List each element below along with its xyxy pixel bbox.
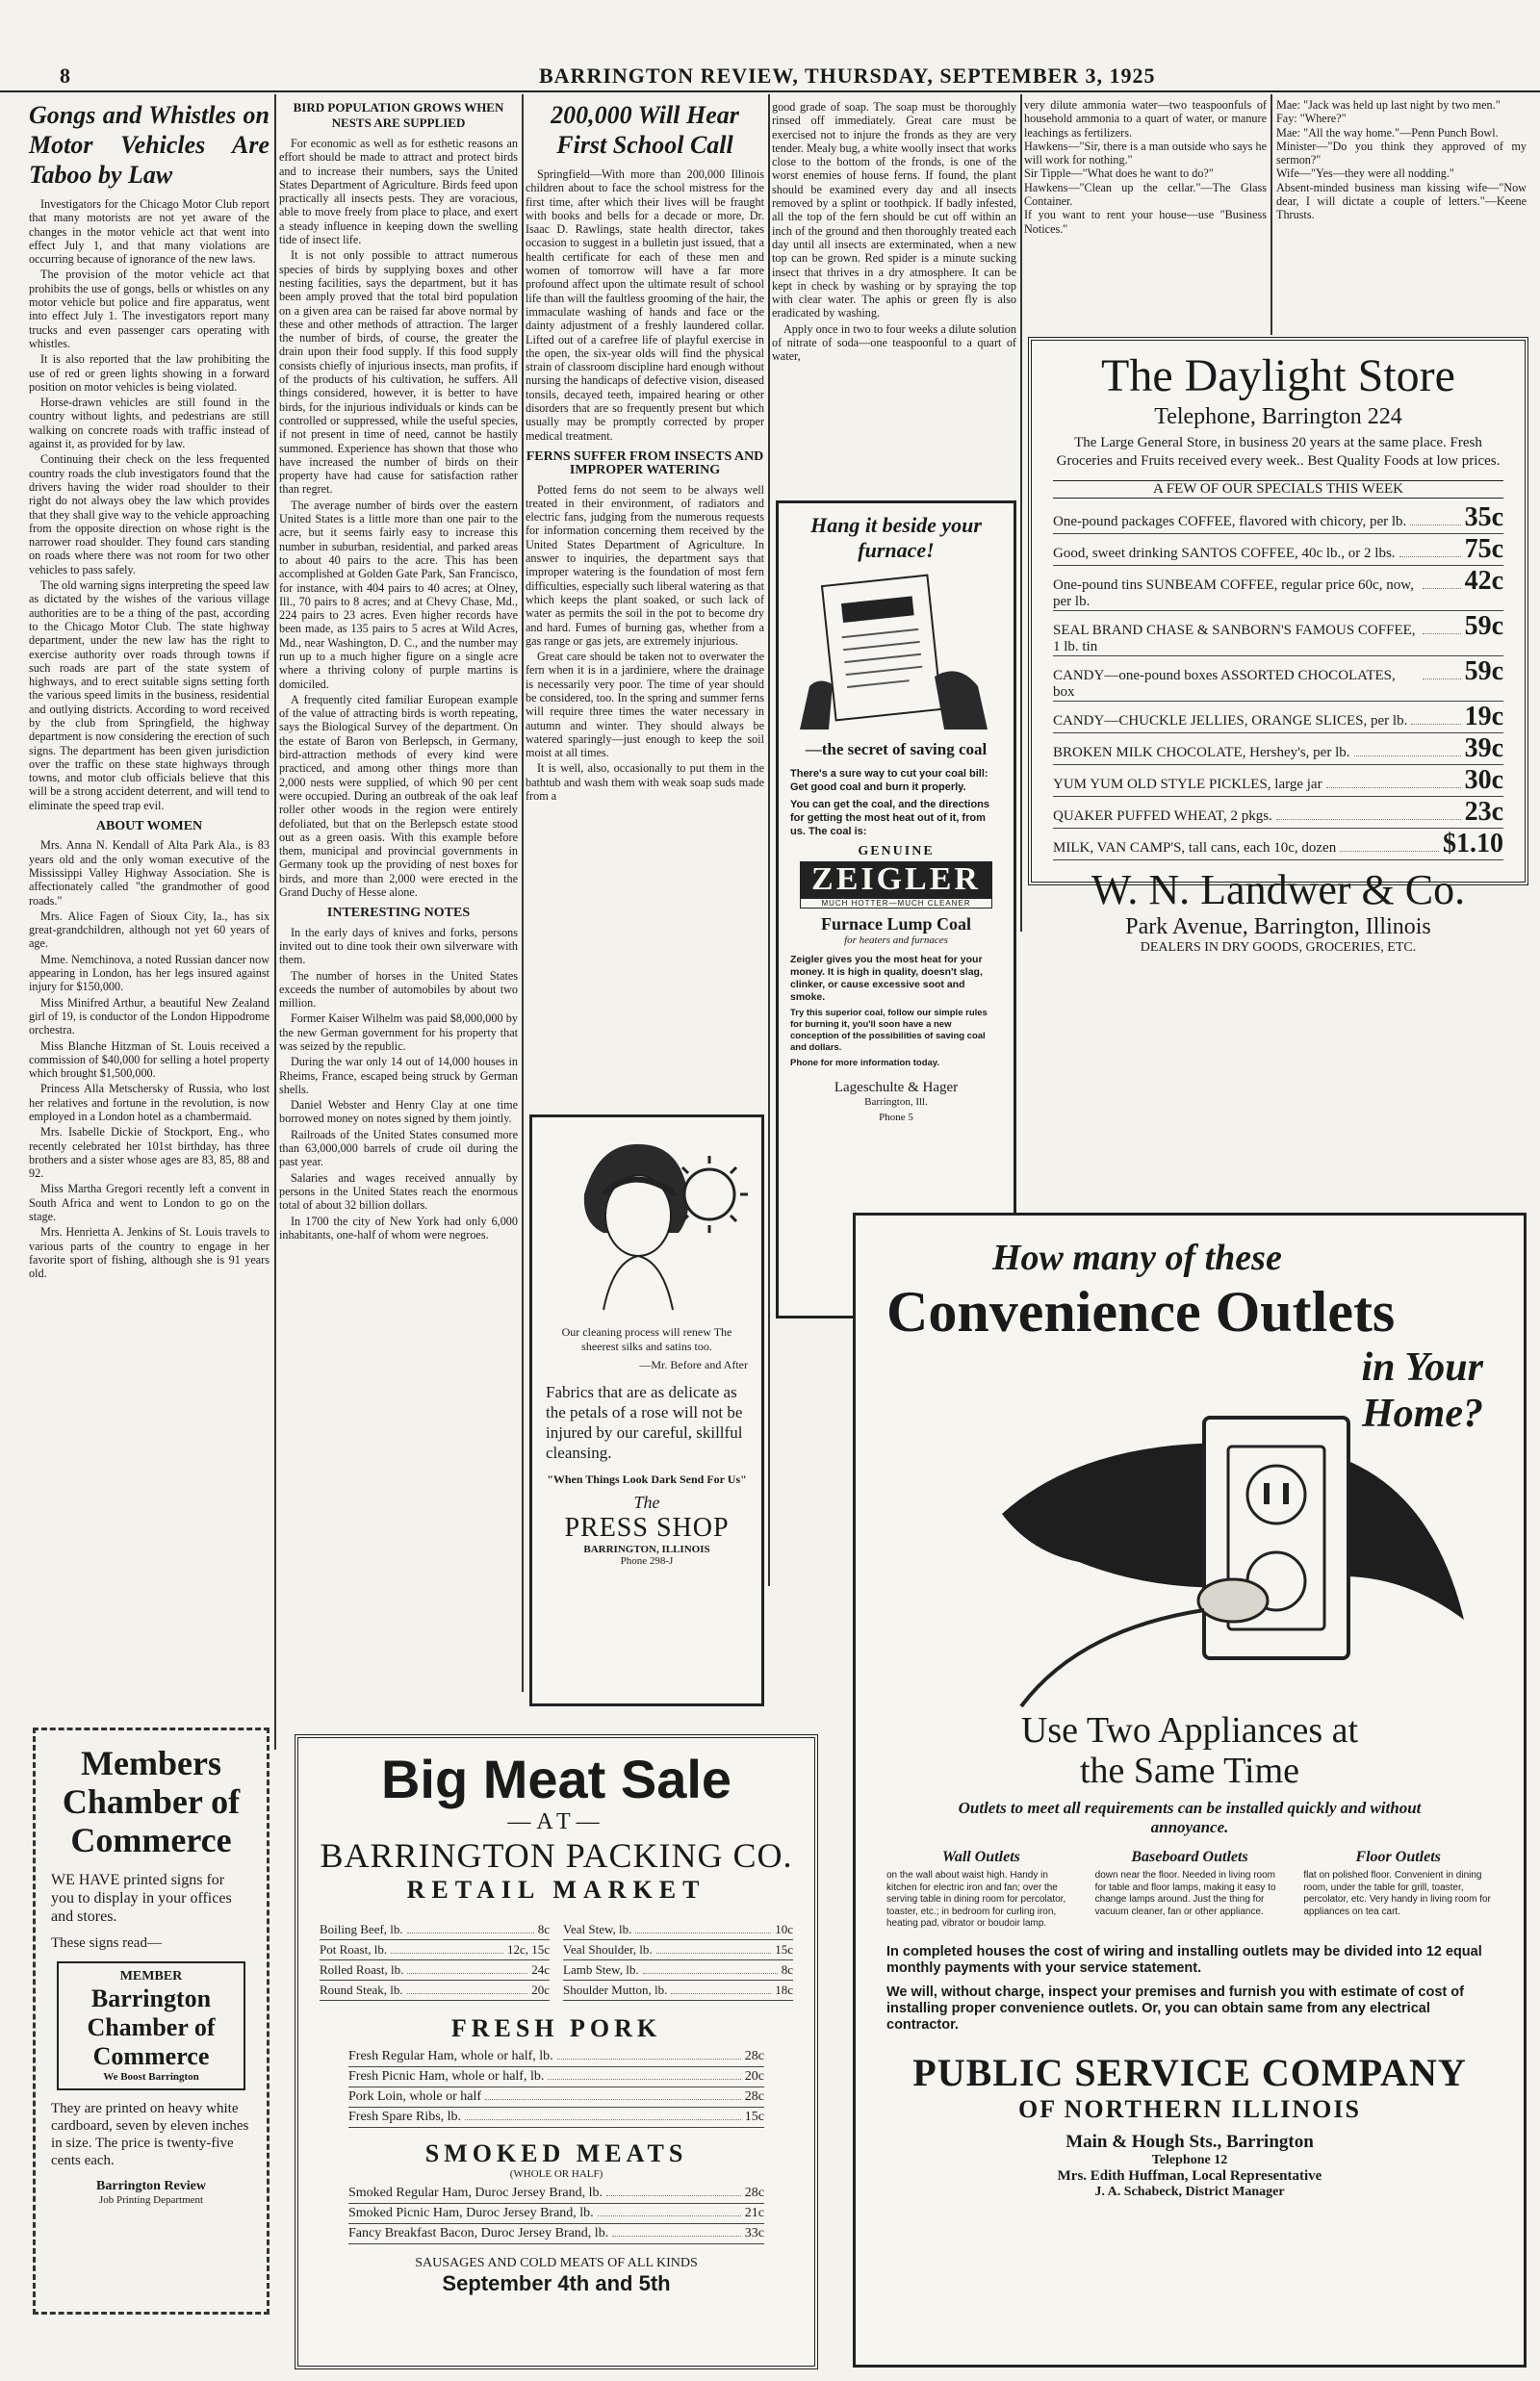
meat-item-name: Fresh Spare Ribs, lb. [348, 2110, 462, 2124]
coal-ad-headline: Hang it beside your furnace! [810, 513, 982, 562]
meat-beef-table [320, 1920, 793, 2001]
psc-rep: Mrs. Edith Huffman, Local Representative [1057, 2167, 1322, 2184]
article-paragraph: Great care should be taken not to overwater the fern when it is in a jardiniere, where the drainage is necessarily very poor. The time of year should be considered, too. In the spring and summer ferns will require three times the water necessary in autumn and winter. They should always be watered sparingly—just enough to keep the soil moist at all times. [526, 650, 764, 760]
meat-item [348, 2108, 764, 2128]
coal-ad-genuine: GENUINE [858, 844, 935, 858]
column-rule [274, 94, 276, 1750]
dotted-leader [606, 2195, 741, 2196]
column-2 [279, 100, 518, 1698]
dotted-leader [1276, 819, 1461, 820]
dotted-leader [598, 2215, 741, 2216]
meat-item-price: 33c [744, 2226, 764, 2240]
meat-item-name: Boiling Beef, lb. [320, 1922, 403, 1936]
column-5-jokes: very dilute ammonia water—two teaspoonfuls of household ammonia to a quart of water, or manure leachings as fertilizers. Hawkens—"Sir, there is a man outside who says he will work for nothing." Sir Tipple—"What does he want to do?" Hawkens—"Clean up the cellar."—The Glass Container. If you want to rent your house—use "Business Notices." [1024, 98, 1267, 236]
dotted-leader [1326, 787, 1461, 788]
daylight-specials-list [1053, 502, 1503, 860]
dotted-leader [1423, 588, 1461, 589]
meat-item-price: 15c [744, 2110, 764, 2124]
daylight-special-item-price: 35c [1464, 502, 1503, 532]
meat-item-name: Veal Shoulder, lb. [563, 1942, 653, 1957]
daylight-special-item [1053, 566, 1503, 611]
meat-item-price: 20c [531, 1983, 550, 1997]
meat-beef-left [320, 1920, 550, 2001]
section-title-ferns: FERNS SUFFER FROM INSECTS AND IMPROPER WATERING [526, 448, 764, 478]
daylight-special-item-name: QUAKER PUFFED WHEAT, 2 pkgs. [1053, 808, 1272, 824]
psc-address: Main & Hough Sts., Barrington [1065, 2131, 1314, 2152]
column-rule [1020, 94, 1022, 932]
article-paragraph: Princess Alla Metschersky of Russia, who lost her relatives and fortune in the revolution, is now employed in a London hotel as a chambermaid. [29, 1082, 270, 1123]
meat-smoked-title: SMOKED MEATS [424, 2139, 688, 2167]
coal-ad-secret: —the secret of saving coal [805, 740, 988, 758]
daylight-address: Park Avenue, Barrington, Illinois [1125, 914, 1431, 939]
meat-item-price: 28c [744, 2186, 764, 2200]
dotted-leader [1423, 633, 1461, 634]
press-ad-body: Our cleaning process will renew The sheerest silks and satins too. [561, 1325, 732, 1353]
psc-company2: OF NORTHERN ILLINOIS [1018, 2094, 1361, 2123]
meat-company: BARRINGTON PACKING CO. [320, 1836, 793, 1875]
outlets-h3: in Your [1361, 1345, 1483, 1390]
daylight-special-item-price: 42c [1464, 566, 1503, 596]
outlets-h1: How many of these [992, 1238, 1282, 1278]
outlet-type-text: down near the floor. Needed in living room for table and floor lamps, making it easy to change lamps around. Just the thing for vacuum cleaner, fan or other appliance. [1094, 1870, 1276, 1917]
coal-ad-body4: Try this superior coal, follow our simple rules for burning it, you'll soon have a new conception of the possibilities of saving coal and dollars. [790, 1008, 988, 1053]
dotted-leader [548, 2079, 740, 2080]
psc-manager: J. A. Schabeck, District Manager [1094, 2184, 1285, 2199]
dotted-leader [1354, 755, 1461, 756]
zeigler-logo-sub: MUCH HOTTER—MUCH CLEANER [800, 898, 992, 909]
meat-item-name: Fresh Picnic Ham, whole or half, lb. [348, 2069, 545, 2084]
outlets-sub: Outlets to meet all requirements can be installed quickly and without annoyance. [958, 1799, 1422, 1836]
daylight-special-item [1053, 797, 1503, 829]
meat-beef-right [563, 1920, 793, 2001]
daylight-desc: The Large General Store, in business 20 years at the same place. Fresh Groceries and Fruits received every week.. Best Quality Foods at low prices. [1056, 435, 1501, 469]
dotted-leader [1423, 678, 1461, 679]
meat-item [348, 2087, 764, 2108]
daylight-special-item-name: CANDY—CHUCKLE JELLIES, ORANGE SLICES, per lb. [1053, 713, 1408, 729]
meat-at: —AT— [507, 1809, 605, 1834]
daylight-special-item [1053, 611, 1503, 656]
daylight-special-item [1053, 656, 1503, 702]
meat-item [563, 1960, 793, 1981]
page-number: 8 [60, 64, 70, 88]
article-paragraph: Mme. Nemchinova, a noted Russian dancer now appearing in London, has her legs insured against injury for $150,000. [29, 952, 270, 994]
member-sign-sub: We Boost Barrington [103, 2071, 199, 2083]
article-paragraph: The old warning signs interpreting the speed law as dictated by the wishes of the various village authorities are to be a thing of the past, according to the Chicago Motor Club. The state highway department, under the new law has the right to exercise authority over roads through towns if such roads are part of the state system of highways, and to erect suitable signs setting forth the various speed limits in the business, residential and outlying districts. According to word received by the club from Springfield, the highway department is now considering the erection of such signs. The department has been given jurisdiction over the traffic on these state highways through towns, and motor club officials believe that this will be a strong accident deterrent, and will tend to eliminate the speed trap evil. [29, 578, 270, 812]
meat-item-name: Rolled Roast, lb. [320, 1962, 404, 1977]
daylight-store-ad [1028, 337, 1528, 955]
meat-item-price: 12c, 15c [506, 1942, 550, 1957]
meat-item-name: Smoked Picnic Ham, Duroc Jersey Brand, lb. [348, 2206, 594, 2220]
zeigler-coal-ad [776, 500, 1016, 1319]
meat-item-price: 18c [775, 1983, 793, 1997]
note-paragraph: Railroads of the United States consumed more than 63,000,000 barrels of crude oil during the past year. [279, 1127, 518, 1169]
meat-smoked-list [348, 2184, 764, 2244]
meat-item-name: Veal Stew, lb. [563, 1922, 632, 1936]
press-ad-town: BARRINGTON, ILLINOIS [583, 1544, 710, 1555]
meat-smoked-sub: (WHOLE OR HALF) [509, 2168, 603, 2180]
meat-item-price: 28c [744, 2089, 764, 2104]
members-ad [33, 1728, 270, 2315]
dotted-leader [391, 1953, 503, 1954]
article-paragraph: For economic as well as for esthetic reasons an effort should be made to attract and protect birds and to increase their numbers, says the United States Department of Agriculture. Birds feed upon practically all insects pests. They are voracious, able to move freely from place to place, and exert a steady influence in keeping down the swelling tide of insect life. [279, 137, 518, 247]
article-paragraph: The provision of the motor vehicle act that prohibits the use of gongs, bells or whistles on any motor vehicle but police and fire apparatus, went into effect July 1. The investigators report many trucks and even passenger cars operating with whistles. [29, 268, 270, 350]
outlets-same: the Same Time [1079, 1751, 1300, 1791]
outlet-type-title: Wall Outlets [941, 1849, 1020, 1865]
psc-company: PUBLIC SERVICE COMPANY [912, 2050, 1467, 2094]
member-sign-top: MEMBER [119, 1969, 183, 1984]
meat-item-price: 8c [537, 1922, 550, 1936]
note-paragraph: In the early days of knives and forks, persons invited out to dine took their own silverware with them. [279, 925, 518, 967]
member-sign-main: Barrington Chamber of Commerce [87, 1984, 216, 2070]
outlet-type-baseboard [1095, 1849, 1285, 1931]
headline-school: 200,000 Will Hear First School Call [551, 101, 739, 159]
article-paragraph: It is also reported that the law prohibiting the use of red or green lights showing in a forward position on motor vehicles is being violated. [29, 352, 270, 394]
article-paragraph: A frequently cited familiar European example of the value of attracting birds is worth repeating, says the Biological Survey of the department. On the estate of Baron von Berlepsch, in Germany, bird-attraction methods of every kind were practiced, and among other things more than 2,000 nests were supplied, of which 90 per cent were occupied. During an outbreak of the oak leaf roller other woods in the region were entirely defoliated, but that on the Berlepsch estate stood out as a green oasis. With this example before them, municipal and provincial governments in Germany took up the providing of nest boxes for birds, and more than 2,000 were erected in the Grand Duchy of Hesse alone. [279, 692, 518, 900]
outlet-type-wall [886, 1849, 1076, 1931]
daylight-special-item-price: 30c [1464, 765, 1503, 795]
outlet-type-text: on the wall about waist high. Handy in kitchen for electric iron and fan; over the serving table in dining room for percolator, toaster, etc.; in bedroom for curling iron, heating pad, vibrator or boudoir lamp. [886, 1870, 1066, 1929]
outlets-p1: In completed houses the cost of wiring and installing outlets may be divided into 12 equal monthly payments with your service statement. [886, 1943, 1482, 1976]
outlet-type-text: flat on polished floor. Convenient in dining room, under the table for grill, toaster, percolator, etc. Very handy in living room for appliances on tea cart. [1303, 1870, 1491, 1917]
members-ad-signature-dept: Job Printing Department [98, 2194, 204, 2206]
article-paragraph: Miss Minifred Arthur, a beautiful New Zealand girl of 19, is conductor of the London Hippodrome orchestra. [29, 995, 270, 1037]
daylight-special-item-name: SEAL BRAND CHASE & SANBORN'S FAMOUS COFFEE, 1 lb. tin [1053, 623, 1416, 654]
meat-item [320, 1920, 550, 1940]
meat-sausages: SAUSAGES AND COLD MEATS OF ALL KINDS [415, 2256, 698, 2270]
meat-item-name: Shoulder Mutton, lb. [563, 1983, 668, 1997]
press-ad-quote: "When Things Look Dark Send For Us" [547, 1472, 747, 1486]
daylight-specials-title: A FEW OF OUR SPECIALS THIS WEEK [1053, 480, 1503, 499]
press-ad-lead: Fabrics that are as delicate as the petals of a rose will not be injured by our careful, skillful cleansing. [546, 1383, 743, 1462]
dotted-leader [1340, 851, 1439, 852]
dotted-leader [1411, 724, 1460, 725]
meat-item [348, 2204, 764, 2224]
column-3 [526, 100, 764, 1091]
members-ad-tail: They are printed on heavy white cardboard, seven by eleven inches in size. The price is twenty-five cents each. [51, 2101, 249, 2168]
daylight-special-item [1053, 502, 1503, 534]
daylight-special-item [1053, 733, 1503, 765]
section-title-women: ABOUT WOMEN [95, 819, 203, 834]
daylight-special-item [1053, 534, 1503, 566]
article-paragraph: The average number of birds over the eastern United States is a little more than one pair to the acre, but it seems fairly easy to increase this number in suburban, residential, and parked areas to about 40 pairs to the acre. This has been accomplished at Golden Gate Park, San Francisco, for instance, with 404 pairs to 40 acres; at Olney, Ill., 70 pairs to 8 acres; and at Chevy Chase, Md., 224 pairs to 23 acres. Even higher records have been made, as 135 pairs to 5 acres at Wild Acres, Md., near Washington, D. C., and the number may run up to a much higher figure on a single acre where a thriving colony of purple martins is domiciled. [279, 498, 518, 691]
meat-item-name: Pot Roast, lb. [320, 1942, 388, 1957]
article-paragraph: Miss Martha Gregori recently left a convent in South Africa and went to London to go on the stage. [29, 1182, 270, 1224]
meat-pork-title: FRESH PORK [450, 2014, 662, 2042]
column-1 [29, 100, 270, 1722]
daylight-special-item-name: CANDY—one-pound boxes ASSORTED CHOCOLATES, box [1053, 668, 1396, 700]
meat-item-price: 24c [531, 1962, 550, 1977]
members-ad-title: Members Chamber of Commerce [62, 1744, 241, 1859]
daylight-special-item-price: 75c [1464, 534, 1503, 564]
note-paragraph: The number of horses in the United States exceeds the number of automobiles by about two million. [279, 968, 518, 1011]
outlet-type-title: Baseboard Outlets [1131, 1849, 1248, 1865]
press-ad-the: The [633, 1493, 660, 1512]
daylight-owner: W. N. Landwer & Co. [1091, 866, 1466, 913]
note-paragraph: During the war only 14 out of 14,000 houses in Rheims, France, escaped being struck by German shells. [279, 1055, 518, 1096]
daylight-special-item-price: 23c [1464, 797, 1503, 827]
press-ad-name: PRESS SHOP [564, 1513, 730, 1543]
dotted-leader [407, 1993, 528, 1994]
meat-title: Big Meat Sale [380, 1749, 732, 1809]
column-rule [522, 94, 524, 1692]
article-paragraph: Miss Blanche Hitzman of St. Louis received a commission of $40,000 for selling a hotel property which brought $1,500,000. [29, 1038, 270, 1081]
daylight-special-item-name: BROKEN MILK CHOCOLATE, Hershey's, per lb. [1053, 745, 1350, 760]
article-paragraph: Investigators for the Chicago Motor Club report that many motorists are not yet aware of the changes in the motor vehicle act that went into effect July 1, and that many violations are occurring because of ignorance of the new laws. [29, 197, 270, 267]
coal-ad-body1: There's a sure way to cut your coal bill: Get good coal and burn it properly. [790, 768, 988, 793]
meat-item [320, 1940, 550, 1960]
daylight-special-item [1053, 702, 1503, 733]
daylight-special-item-price: 19c [1464, 702, 1503, 731]
meat-dates: September 4th and 5th [442, 2271, 671, 2295]
members-ad-read: These signs read— [51, 1935, 162, 1951]
coal-ad-dealer-phone: Phone 5 [879, 1112, 913, 1123]
article-paragraph: It is not only possible to attract numerous species of birds by supplying boxes and other nesting facilities, says the department, but it has been amply proved that the total bird population on a given area can be raised far above normal by these and other methods of attraction. The larger the number of birds, of course, the greater the drain upon their food supply. If this food supply consists chiefly of injurious insects, man profits, if of the products of his cultivation, he suffers. All things considered, however, it is better to have birds, for the injurious individuals or kinds can be controlled or suppressed, while the useful species, if not present in time of need, cannot be hastily summoned. Experience has shown that those who have increased the number of birds on their property have had cause for satisfaction rather than regret. [279, 248, 518, 497]
dotted-leader [656, 1953, 772, 1954]
coal-ad-body3: Zeigler gives you the most heat for your money. It is high in quality, doesn't slag, clinker, or cause excessive soot and smoke. [790, 954, 983, 1003]
daylight-special-item [1053, 765, 1503, 797]
daylight-special-item-price: 39c [1464, 733, 1503, 763]
coal-ad-body5: Phone for more information today. [790, 1058, 939, 1068]
meat-item [563, 1940, 793, 1960]
meat-item [348, 2067, 764, 2087]
dotted-leader [612, 2236, 741, 2237]
masthead-title: BARRINGTON REVIEW, THURSDAY, SEPTEMBER 3, 1925 [539, 64, 1156, 88]
outlets-h2: Convenience Outlets [886, 1280, 1396, 1344]
dotted-leader [407, 1973, 527, 1974]
meat-item [348, 2047, 764, 2067]
dotted-leader [1399, 556, 1461, 557]
members-ad-signature: Barrington Review [96, 2179, 206, 2193]
article-paragraph: Mrs. Anna N. Kendall of Alta Park Ala., is 83 years old and the only woman executive of the Mississippi Valley Highway Association. She is affectionately called "the grandmother of good roads." [29, 838, 270, 908]
meat-item [563, 1920, 793, 1940]
meat-item [320, 1960, 550, 1981]
outlets-use: Use Two Appliances at [1020, 1710, 1359, 1751]
daylight-dealers: DEALERS IN DRY GOODS, GROCERIES, ETC. [1140, 940, 1417, 955]
headline-birds: BIRD POPULATION GROWS WHEN NESTS ARE SUPPLIED [293, 100, 504, 130]
dotted-leader [671, 1993, 771, 1994]
meat-item-price: 15c [775, 1942, 793, 1957]
article-paragraph: good grade of soap. The soap must be thoroughly rinsed off immediately. Great care must be exercised not to injure the fronds as they are very tender. Mealy bug, a white woolly insect that works close to the bottom of the fronds, is one of the worst enemies of house ferns. If found, the plant should be examined every day and all insects removed by a splint or toothpick. If badly infested, all the top of the fern should be cut off within an inch of the ground and then thoroughly treated each day until all insects are exterminated, when a new top can be grown. Red spider is a minute sucking insect that thrives in a dry atmosphere. It can be kept in check by washing or by spraying the top with clear water. The aphis or green fly is also eradicated by washing. [772, 100, 1016, 320]
meat-item-price: 10c [775, 1922, 793, 1936]
article-paragraph: It is well, also, occasionally to put them in the bathtub and wash them with weak soap suds made from a [526, 761, 764, 804]
article-paragraph: Apply once in two to four weeks a dilute solution of nitrate of soda—one teaspoonful to a quart of water, [772, 321, 1016, 364]
note-paragraph: Salaries and wages received annually by persons in the United States reach the enormous total of about 32 billion dollars. [279, 1170, 518, 1213]
daylight-special-item-name: YUM YUM OLD STYLE PICKLES, large jar [1053, 777, 1322, 792]
meat-item [348, 2184, 764, 2204]
meat-retail: RETAIL MARKET [406, 1876, 706, 1904]
column-4 [772, 100, 1016, 495]
meat-item-price: 28c [744, 2049, 764, 2063]
article-paragraph: Continuing their check on the less frequented country roads the club investigators found that the drivers having the wider road shoulder to their right do not always obey the law which provides that they shall give way to the vehicle approaching from the opposite direction on whose right is the narrower road shoulder. They found cars standing on roads where there was not room for two other vehicles to pass safely. [29, 452, 270, 576]
note-paragraph: Daniel Webster and Henry Clay at one time borrowed money on notes signed by them jointly. [279, 1098, 518, 1126]
column-rule [1270, 94, 1272, 335]
press-ad-phone: Phone 298-J [620, 1555, 674, 1567]
zeigler-logo: ZEIGLER [800, 861, 992, 898]
convenience-outlets-ad [853, 1213, 1527, 2368]
meat-item-price: 20c [744, 2069, 764, 2084]
meat-item-name: Smoked Regular Ham, Duroc Jersey Brand, lb. [348, 2186, 603, 2200]
psc-phone: Telephone 12 [1151, 2152, 1228, 2167]
daylight-phone: Telephone, Barrington 224 [1154, 404, 1402, 429]
coal-ad-product-sub: for heaters and furnaces [844, 934, 948, 946]
outlets-h4: Home? [1362, 1392, 1483, 1436]
article-paragraph: Springfield—With more than 200,000 Illinois children about to face the school mistress for the first time, after which their lives will be fraught with books and bells for a decade or more, Dr. Isaac D. Rawlings, state health director, takes occasion to suggest in a bulletin just issued, that a health certificate for each of these men and women of tomorrow will have a far more profound affect upon the ultimate result of school life than will the faultless grooming of the hair, the immaculate washing of hands and face or the dainty adjustment of a freshly laundered collar. Lifted out of a carefree life of playful exercise in the open, the six-year olds will find the physical strain of classroom discipline hard enough without nursing the handicaps of defective vision, diseased tonsils, decayed teeth, impaired hearing or other disorders that are so frequently present but which usually may be promptly corrected by proper medical treatment. [526, 167, 764, 443]
note-paragraph: In 1700 the city of New York had only 6,000 inhabitants, one-half of whom were negroes. [279, 1214, 518, 1242]
daylight-special-item-price: 59c [1464, 611, 1503, 641]
coal-ad-body2: You can get the coal, and the directions for getting the most heat out of it, from us. The coal is: [790, 799, 989, 837]
meat-item-name: Fresh Regular Ham, whole or half, lb. [348, 2049, 553, 2063]
members-ad-body: WE HAVE printed signs for you to display in your offices and stores. [51, 1872, 232, 1925]
outlet-type-title: Floor Outlets [1355, 1849, 1441, 1865]
meat-item-name: Lamb Stew, lb. [563, 1962, 639, 1977]
article-paragraph: Mrs. Alice Fagen of Sioux City, Ia., has six great-grandchildren, although not yet 60 years of age. [29, 909, 270, 951]
coal-card-illustration [790, 571, 1002, 734]
woman-portrait-illustration [546, 1127, 748, 1319]
meat-item [320, 1981, 550, 2001]
article-paragraph: Potted ferns do not seem to be always well treated in their environment, of radiators and electric fans, judging from the numerous requests for information concerning them received by the United States Department of Agriculture. In answer to inquiries, the department says that improper watering is the foundation of most fern difficulties, especially such liberal watering as that which keeps the plant soaked, or such lack of water as permits the soil in the pot to become dry and hard. Fumes of burning gas, whether from a gas range or gas jets, are extremely injurious. [526, 482, 764, 648]
meat-item-name: Round Steak, lb. [320, 1983, 403, 1997]
meat-item [563, 1981, 793, 2001]
dotted-leader [465, 2119, 741, 2120]
masthead [0, 0, 1540, 92]
meat-item [348, 2224, 764, 2244]
daylight-title: The Daylight Store [1101, 350, 1455, 401]
daylight-special-item-name: Good, sweet drinking SANTOS COFFEE, 40c lb., or 2 lbs. [1053, 546, 1396, 561]
article-paragraph: Mrs. Isabelle Dickie of Stockport, Eng., who recently celebrated her 101st birthday, has three brothers and a sister whose ages are 83, 85, 88 and 92. [29, 1125, 270, 1181]
article-paragraph: Horse-drawn vehicles are still found in the country without lights, and pedestrians are still walking on concrete roads with traffic instead of against it, as provided for by law. [29, 396, 270, 451]
coal-ad-dealer-town: Barrington, Ill. [864, 1096, 928, 1108]
daylight-special-item-name: MILK, VAN CAMP'S, tall cans, each 10c, dozen [1053, 840, 1337, 856]
column-6-jokes: Mae: "Jack was held up last night by two men." Fay: "Where?" Mae: "All the way home."—Penn Punch Bowl. Minister—"Do you think they approved of my sermon?" Wife—"Yes—they were all nodding." Absent-minded business man kissing wife—"Now dear, I will dictate a couple of letters."—Keene Thrusts. [1276, 98, 1527, 222]
outlet-type-floor [1303, 1849, 1493, 1931]
meat-item-name: Pork Loin, whole or half [348, 2089, 482, 2104]
dotted-leader [485, 2099, 741, 2100]
column-rule [768, 94, 770, 1586]
dotted-leader [557, 2059, 741, 2060]
press-shop-ad [529, 1114, 764, 1706]
meat-item-price: 21c [744, 2206, 764, 2220]
coal-ad-dealer: Lageschulte & Hager [834, 1080, 959, 1095]
press-ad-sig: —Mr. Before and After [639, 1358, 748, 1371]
meat-pork-list [348, 2047, 764, 2128]
daylight-special-item-price: 59c [1464, 656, 1503, 686]
daylight-special-item-name: One-pound packages COFFEE, flavored with chicory, per lb. [1053, 514, 1407, 529]
outlets-p2: We will, without charge, inspect your premises and furnish you with estimate of cost of installing proper convenience outlets. Or, you can obtain same from any electrical contractor. [886, 1984, 1464, 2033]
headline-gongs: Gongs and Whistles on Motor Vehicles Are Taboo by Law [29, 101, 270, 189]
article-paragraph: Mrs. Henrietta A. Jenkins of St. Louis travels to various parts of the country to engage in her favorite sport of fishing, although she is 91 years old. [29, 1225, 270, 1281]
daylight-special-item-price: $1.10 [1443, 829, 1503, 858]
daylight-special-item-name: One-pound tins SUNBEAM COFFEE, regular price 60c, now, per lb. [1053, 577, 1414, 609]
daylight-special-item [1053, 829, 1503, 860]
coal-ad-product: Furnace Lump Coal [820, 914, 971, 934]
meat-item-name: Fancy Breakfast Bacon, Duroc Jersey Brand, lb. [348, 2226, 609, 2240]
meat-sale-ad [295, 1734, 818, 2369]
meat-item-price: 8c [781, 1962, 793, 1977]
member-sign [57, 1961, 245, 2090]
dotted-leader [643, 1973, 778, 1974]
outlet-types [886, 1849, 1493, 1931]
section-title-notes: INTERESTING NOTES [326, 906, 471, 921]
note-paragraph: Former Kaiser Wilhelm was paid $8,000,000 by the new German government for his property that was seized by the republic. [279, 1011, 518, 1053]
